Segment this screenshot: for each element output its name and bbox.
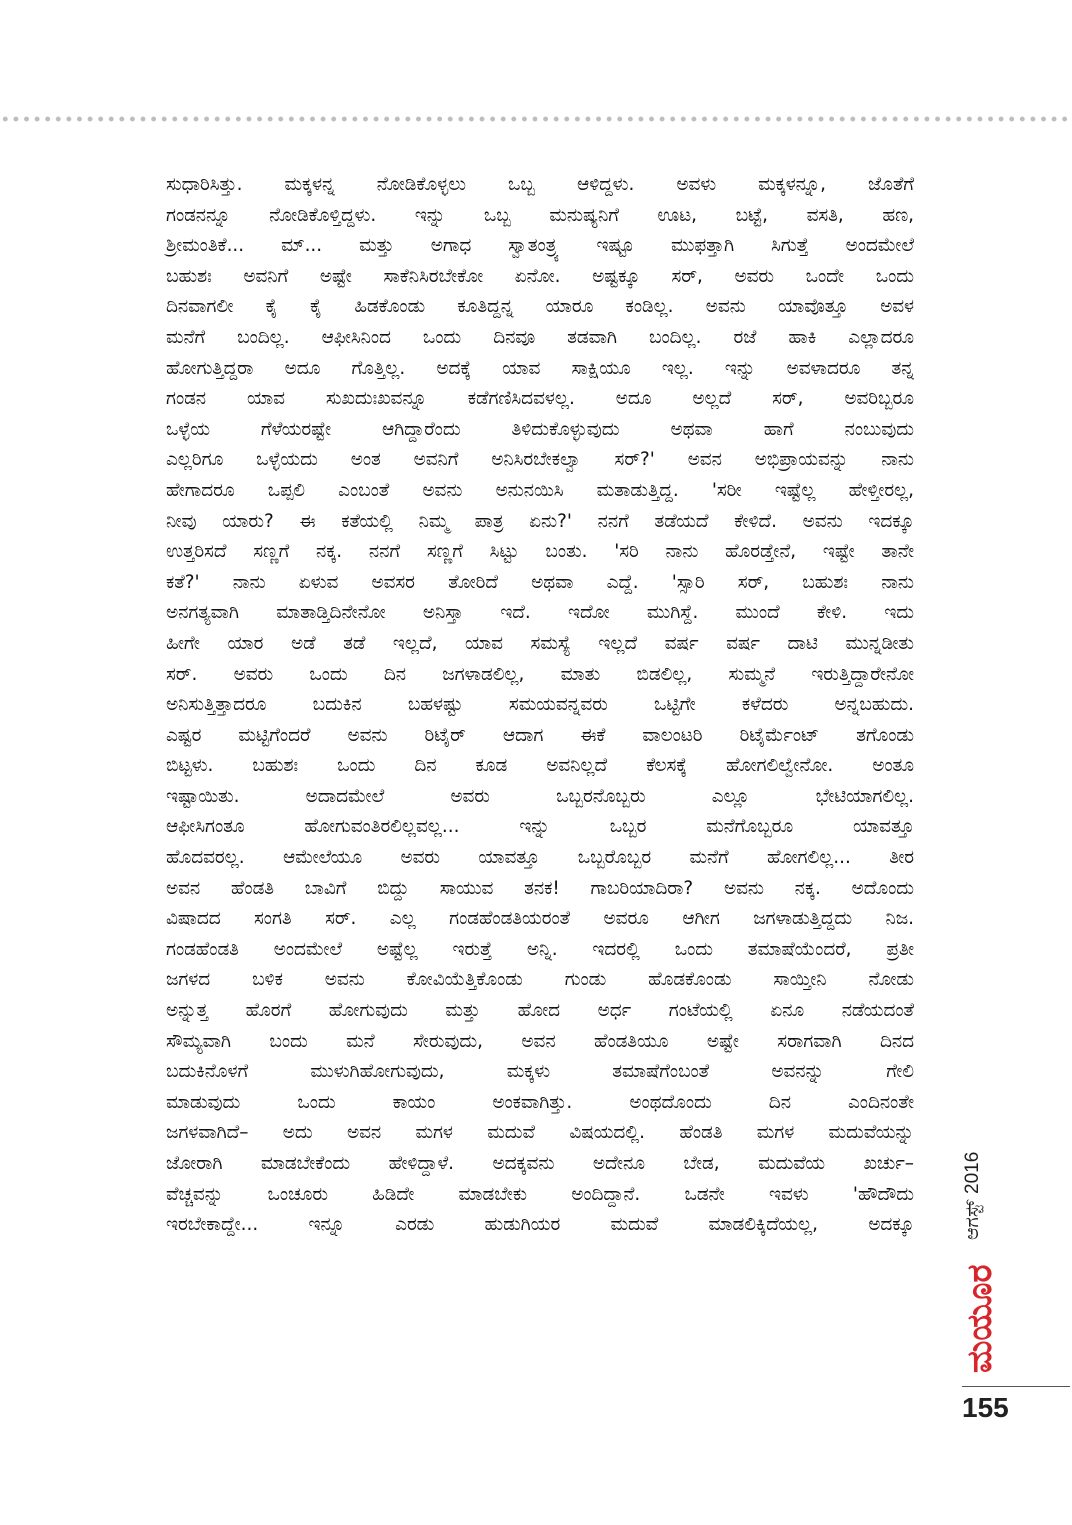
article-line: ಇಷ್ಟಾಯಿತು. ಅದಾದಮೇಲೆ ಅವರು ಒಬ್ಬರನೊಬ್ಬರು ಎಲ್ಲೂ ಭೇಟಿಯಾಗಲಿಲ್ಲ. [166,785,914,807]
article-line: ಅವನ ಹೆಂಡತಿ ಬಾವಿಗೆ ಬಿದ್ದು ಸಾಯುವ ತನಕ! ಗಾಬರಿಯಾದಿರಾ? ಅವನು ನಕ್ಕ. ಅದೊಂದು [166,877,914,899]
article-line: ಕತೆ?' ನಾನು ಏಳುವ ಅವಸರ ತೋರಿದೆ ಅಥವಾ ಎದ್ದೆ. 'ಸ್ಸಾರಿ ಸರ್, ಬಹುಶಃ ನಾನು [166,571,914,593]
article-line: ಆಫೀಸಿಗಂತೂ ಹೋಗುವಂತಿರಲಿಲ್ಲವಲ್ಲ... ಇನ್ನು ಒಬ್ಬರ ಮನೆಗೊಬ್ಬರೂ ಯಾವತ್ತೂ [166,816,914,838]
article-line: ಸರ್. ಅವರು ಒಂದು ದಿನ ಜಗಳಾಡಲಿಲ್ಲ, ಮಾತು ಬಿಡಲಿಲ್ಲ, ಸುಮ್ಮನೆ ಇರುತ್ತಿದ್ದಾರೇನೋ [166,663,914,685]
dotted-header-rule [0,116,1072,122]
article-line: ಗಂಡನ ಯಾವ ಸುಖದುಃಖವನ್ನೂ ಕಡೆಗಣಿಸಿದವಳಲ್ಲ. ಅದೂ ಅಲ್ಲದೆ ಸರ್, ಅವರಿಬ್ಬರೂ [166,388,914,410]
article-line: ಅನಿಸುತ್ತಿತ್ತಾದರೂ ಬದುಕಿನ ಬಹಳಷ್ಟು ಸಮಯವನ್ನವರು ಒಟ್ಟಿಗೇ ಕಳೆದರು ಅನ್ನಬಹುದು. [166,694,914,716]
article-line: ಹೋಗುತ್ತಿದ್ದರಾ ಅದೂ ಗೊತ್ತಿಲ್ಲ. ಅದಕ್ಕೆ ಯಾವ ಸಾಕ್ಷಿಯೂ ಇಲ್ಲ. ಇನ್ನು ಅವಳಾದರೂ ತನ್ನ [166,357,914,379]
article-line: ಮನೆಗೆ ಬಂದಿಲ್ಲ. ಆಫೀಸಿನಿಂದ ಒಂದು ದಿನವೂ ತಡವಾಗಿ ಬಂದಿಲ್ಲ. ರಜೆ ಹಾಕಿ ಎಲ್ಲಾದರೂ [166,326,914,348]
article-line: ಜಗಳದ ಬಳಿಕ ಅವನು ಕೋವಿಯೆತ್ತಿಕೊಂಡು ಗುಂಡು ಹೊಡಕೊಂಡು ಸಾಯ್ತೀನಿ ನೋಡು [166,969,914,991]
magazine-logo: ಮಯೂರ [960,1264,1000,1374]
article-line: ಇರಬೇಕಾದ್ದೇ... ಇನ್ನೂ ಎರಡು ಹುಡುಗಿಯರ ಮದುವೆ ಮಾಡಲಿಕ್ಕಿದೆಯಲ್ಲ, ಅದಕ್ಕೂ [166,1214,914,1236]
article-line: ಎಲ್ಲರಿಗೂ ಒಳ್ಳೆಯದು ಅಂತ ಅವನಿಗೆ ಅನಿಸಿರಬೇಕಲ್ವಾ ಸರ್?' ಅವನ ಅಭಿಪ್ರಾಯವನ್ನು ನಾನು [166,449,914,471]
article-line: ವಿಷಾದದ ಸಂಗತಿ ಸರ್. ಎಲ್ಲ ಗಂಡಹೆಂಡತಿಯರಂತೆ ಅವರೂ ಆಗೀಗ ಜಗಳಾಡುತ್ತಿದ್ದದು ನಿಜ. [166,908,914,930]
article-line: ಅನ್ನುತ್ತ ಹೊರಗೆ ಹೋಗುವುದು ಮತ್ತು ಹೋದ ಅರ್ಧ ಗಂಟೆಯಲ್ಲಿ ಏನೂ ನಡೆಯದಂತೆ [166,1000,914,1022]
page-number-rule [962,1386,1070,1387]
article-line: ಹೇಗಾದರೂ ಒಪ್ಪಲಿ ಎಂಬಂತೆ ಅವನು ಅನುನಯಿಸಿ ಮತಾಡುತ್ತಿದ್ದ. 'ಸರೀ ಇಷ್ಟೆಲ್ಲ ಹೇಳ್ತೀರಲ್ಲ, [166,479,914,501]
article-line: ಹೊದವರಲ್ಲ. ಆಮೇಲೆಯೂ ಅವರು ಯಾವತ್ತೂ ಒಬ್ಬರೊಬ್ಬರ ಮನೆಗೆ ಹೋಗಲಿಲ್ಲ... ತೀರ [166,847,914,869]
issue-year: 2016 [962,1152,983,1195]
article-line: ಬಿಟ್ಟಳು. ಬಹುಶಃ ಒಂದು ದಿನ ಕೂಡ ಅವನಿಲ್ಲದೆ ಕೆಲಸಕ್ಕೆ ಹೋಗಲಿಲ್ವೇನೋ. ಅಂತೂ [166,755,914,777]
article-line: ಮಾಡುವುದು ಒಂದು ಕಾಯಂ ಅಂಕವಾಗಿತ್ತು. ಅಂಥದೊಂದು ದಿನ ಎಂದಿನಂತೇ [166,1091,914,1113]
article-line: ನೀವು ಯಾರು? ಈ ಕತೆಯಲ್ಲಿ ನಿಮ್ಮ ಪಾತ್ರ ಏನು?' ನನಗೆ ತಡೆಯದೆ ಕೇಳಿದೆ. ಅವನು ಇದಕ್ಕೂ [166,510,914,532]
article-line: ಬದುಕಿನೊಳಗೆ ಮುಳುಗಿಹೋಗುವುದು, ಮಕ್ಕಳು ತಮಾಷೆಗೆಂಬಂತೆ ಅವನನ್ನು ಗೇಲಿ [166,1061,914,1083]
article-line: ಶ್ರೀಮಂತಿಕೆ... ಮ್... ಮತ್ತು ಅಗಾಧ ಸ್ವಾತಂತ್ರ್ಯ ಇಷ್ಟೂ ಮುಫತ್ತಾಗಿ ಸಿಗುತ್ತೆ ಅಂದಮೇಲೆ [166,235,914,257]
article-line: ಜೋರಾಗಿ ಮಾಡಬೇಕೆಂದು ಹೇಳಿದ್ದಾಳೆ. ಅದಕ್ಕವನು ಅದೇನೂ ಬೇಡ, ಮದುವೆಯ ಖರ್ಚು– [166,1153,914,1174]
article-line: ಎಷ್ಟರ ಮಟ್ಟಿಗೆಂದರೆ ಅವನು ರಿಟೈರ್ ಆದಾಗ ಈಕೆ ವಾಲಂಟರಿ ರಿಟೈರ್ಮೆಂಟ್ ತಗೊಂಡು [166,724,914,746]
article-line: ಅನಗತ್ಯವಾಗಿ ಮಾತಾಡ್ತಿದಿನೇನೋ ಅನಿಸ್ತಾ ಇದೆ. ಇದೋ ಮುಗಿಸ್ದೆ. ಮುಂದೆ ಕೇಳಿ. ಇದು [166,602,914,624]
article-body [166,170,914,1241]
article-line: ಸೌಮ್ಯವಾಗಿ ಬಂದು ಮನೆ ಸೇರುವುದು, ಅವನ ಹೆಂಡತಿಯೂ ಅಷ್ಟೇ ಸರಾಗವಾಗಿ ದಿನದ [166,1030,914,1052]
issue-date [962,1120,996,1240]
article-line: ಜಗಳವಾಗಿದೆ– ಅದು ಅವನ ಮಗಳ ಮದುವೆ ವಿಷಯದಲ್ಲಿ. ಹೆಂಡತಿ ಮಗಳ ಮದುವೆಯನ್ನು [166,1122,914,1144]
article-line: ಗಂಡಹೆಂಡತಿ ಅಂದಮೇಲೆ ಅಷ್ಟೆಲ್ಲ ಇರುತ್ತೆ ಅನ್ನಿ. ಇದರಲ್ಲಿ ಒಂದು ತಮಾಷೆಯೆಂದರೆ, ಪ್ರತೀ [166,938,914,960]
issue-month: ಆಗಸ್ಟ್ [962,1199,983,1240]
article-line: ಬಹುಶಃ ಅವನಿಗೆ ಅಷ್ಟೇ ಸಾಕೆನಿಸಿರಬೇಕೋ ಏನೋ. ಅಷ್ಟಕ್ಕೂ ಸರ್, ಅವರು ಒಂದೇ ಒಂದು [166,265,914,287]
page-number: 155 [962,1392,1009,1423]
article-line: ಉತ್ತರಿಸದೆ ಸಣ್ಣಗೆ ನಕ್ಕ. ನನಗೆ ಸಣ್ಣಗೆ ಸಿಟ್ಟು ಬಂತು. 'ಸರಿ ನಾನು ಹೊರಡ್ತೇನೆ, ಇಷ್ಟೇ ತಾನೇ [166,541,914,563]
article-line: ವೆಚ್ಚವನ್ನು ಒಂಚೂರು ಹಿಡಿದೇ ಮಾಡಬೇಕು ಅಂದಿದ್ದಾನೆ. ಒಡನೇ ಇವಳು 'ಹೌದೌದು [166,1183,914,1205]
article-line: ದಿನವಾಗಲೀ ಕೈ ಕೈ ಹಿಡಕೊಂಡು ಕೂತಿದ್ದನ್ನ ಯಾರೂ ಕಂಡಿಲ್ಲ. ಅವನು ಯಾವೊತ್ತೂ ಅವಳ [166,296,914,318]
article-line: ಸುಧಾರಿಸಿತ್ತು. ಮಕ್ಕಳನ್ನ ನೋಡಿಕೊಳ್ಳಲು ಒಬ್ಬ ಆಳಿದ್ದಳು. ಅವಳು ಮಕ್ಕಳನ್ನೂ, ಜೊತೆಗೆ [166,174,914,195]
article-line: ಒಳ್ಳೆಯ ಗೆಳೆಯರಷ್ಟೇ ಆಗಿದ್ದಾರೆಂದು ತಿಳಿದುಕೊಳ್ಳುವುದು ಅಥವಾ ಹಾಗೆ ನಂಬುವುದು [166,418,914,440]
article-line: ಗಂಡನನ್ನೂ ನೋಡಿಕೊಳ್ತಿದ್ದಳು. ಇನ್ನು ಒಬ್ಬ ಮನುಷ್ಯನಿಗೆ ಊಟ, ಬಟ್ಟೆ, ವಸತಿ, ಹಣ, [166,204,914,226]
article-line: ಹೀಗೇ ಯಾರ ಅಡೆ ತಡೆ ಇಲ್ಲದೆ, ಯಾವ ಸಮಸ್ಯೆ ಇಲ್ಲದೆ ವರ್ಷ ವರ್ಷ ದಾಟಿ ಮುನ್ನಡೀತು [166,632,914,654]
